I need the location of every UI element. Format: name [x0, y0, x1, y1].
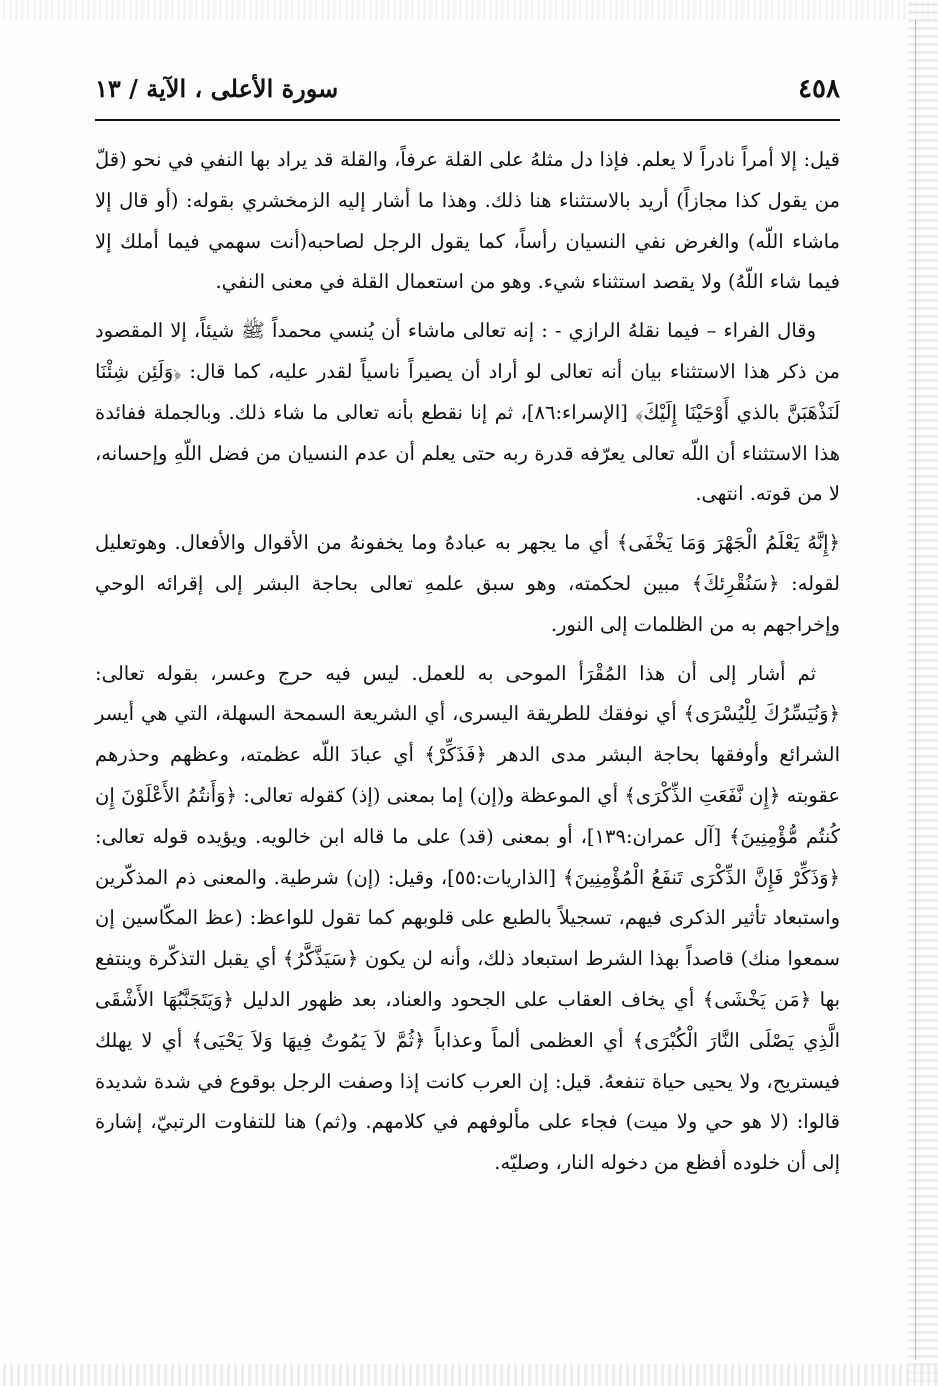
- page-header: [95, 68, 840, 112]
- running-head: سورة الأعلى ، الآية / ١٣: [95, 74, 339, 103]
- scan-edge-right: [908, 0, 938, 1386]
- scan-edge-top: [0, 0, 938, 20]
- scan-binding-line: [915, 20, 916, 1360]
- paragraph-1: قيل: إلا أمراً نادراً لا يعلم. فإذا دل مثلهُ على القلة عرفاً، والقلة قد يراد بها النفي في نحو (قلّ من يقول كذا مجازاً) أريد بالاستثناء هنا ذلك. وهذا ما أشار إليه الزمخشري بقوله: (أو قال إلا ماشاء اللّه) والغرض نفي النسيان رأساً، كما يقول الرجل لصاحبه(أنت سهمي فيما أملك إلا فيما شاء اللّهُ) ولا يقصد استثناء شيء. وهو من استعمال القلة في معنى النفي.: [95, 148, 840, 294]
- paragraph-4: ثم أشار إلى أن هذا المُقْرَأ الموحى به للعمل. ليس فيه حرج وعسر، بقوله تعالى: ﴿وَنُيَسِّرُكَ لِلْيُسْرَى﴾ أي نوفقك للطريقة اليسرى، أي الشريعة السمحة السهلة، التي هي أيسر الشرائع وأوفقها بحاجة البشر مدى الدهر ﴿فَذَكِّرْ﴾ أي عبادَ اللّه عظمته، وعظهم وحذرهم عقوبته ﴿إِن نَّفَعَتِ الذِّكْرَى﴾ أي الموعظة و(إن) إما بمعنى (إذ) كقوله تعالى: ﴿وَأَنتُمُ الأَعْلَوْنَ إِن كُنتُم مُّؤْمِنِينَ﴾ [آل عمران:١٣٩]، أو بمعنى (قد) على ما قاله ابن خالويه. ويؤيده قوله تعالى: ﴿وَذَكِّرْ فَإِنَّ الذِّكْرَى تَنفَعُ الْمُؤْمِنِينَ﴾ [الذاريات:٥٥]، وقيل: (إن) شرطية. والمعنى ذم المذكّرين واستبعاد تأثير الذكرى فيهم، تسجيلاً بالطبع على قلوبهم كما تقول للواعظ: (عظ المكّاسين إن سمعوا منك) قاصداً بهذا الشرط استبعاد ذلك، وأنه لن يكون ﴿سَيَذَّكَّرُ﴾ أي يقبل التذكّرة وينتفع بها ﴿مَن يَخْشَى﴾ أي يخاف العقاب على الجحود والعناد، بعد ظهور الدليل ﴿وَيَتَجَنَّبُهَا الأَشْقَى الَّذِي يَصْلَى النَّارَ الْكُبْرَى﴾ أي العظمى ألماً وعذاباً ﴿ثُمَّ لاَ يَمُوتُ فِيهَا وَلاَ يَحْيَى﴾ أي لا يهلك فيستريح، ولا يحيى حياة تنفعهُ. قيل: إن العرب كانت إذا وصفت الرجل بوقوع في شدة شديدة قالوا: (لا هو حي ولا ميت) فجاء على مألوفهم في كلامهم. و(ثم) هنا للتفاوت الرتبيّ، إشارة إلى أن خلوده أفظع من دخوله النار، وصليّه.: [95, 661, 840, 1175]
- header-rule: [95, 119, 840, 121]
- body-text: [95, 140, 840, 1184]
- paragraph-2: وقال الفراء – فيما نقلهُ الرازي - : إنه تعالى ماشاء أن يُنسي محمداً ﷺ شيئاً، إلا المقصود من ذكر هذا الاستثناء بيان أنه تعالى لو أراد أن يصيراً ناسياً لقدر عليه، كما قال: ﴿وَلَئِن شِئْنَا لَنَذْهَبَنَّ بالذي أَوْحَيْنَا إِلَيْكَ﴾ [الإسراء:٨٦]، ثم إنا نقطع بأنه تعالى ما شاء ذلك. وبالجملة ففائدة هذا الاستثناء أن اللّه تعالى يعرّفه قدرة ربه حتى يعلم أن عدم النسيان من فضل اللّهِ وإحسانه، لا من قوته. انتهى.: [95, 319, 840, 506]
- page-number: ٤٥٨: [798, 74, 840, 104]
- paragraph-3: ﴿إِنَّهُ يَعْلَمُ الْجَهْرَ وَمَا يَخْفَى﴾ أي ما يجهر به عبادهُ وما يخفونهُ من الأقوال والأفعال. وهوتعليل لقوله: ﴿سَنُقْرِئكَ﴾ مبين لحكمته، وهو سبق علمهِ تعالى بحاجة البشر إلى إقرائه الوحي وإخراجهم به من الظلمات إلى النور.: [95, 531, 840, 636]
- scan-edge-bottom: [0, 1364, 938, 1386]
